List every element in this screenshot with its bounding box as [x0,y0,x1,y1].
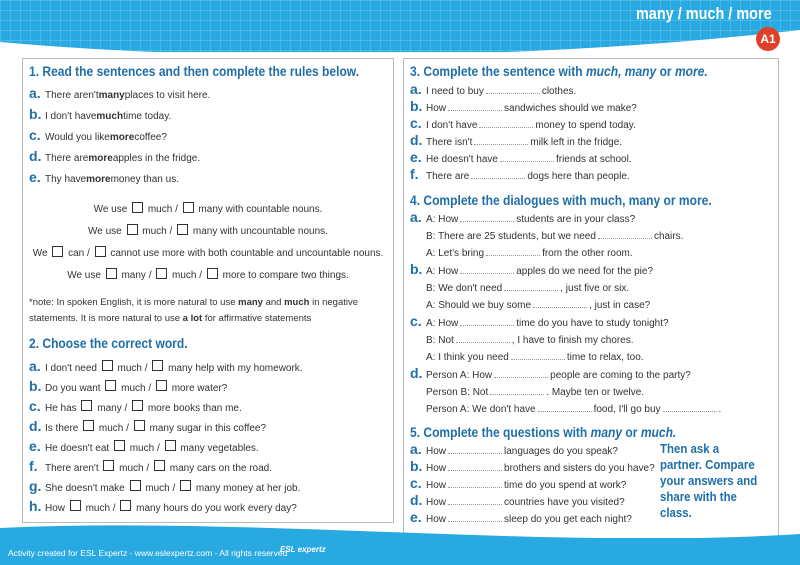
text: many / [94,403,131,414]
choice-checkbox[interactable] [83,420,94,431]
fill-item [410,81,637,98]
text: more books than me. [145,403,242,414]
text: many / [118,270,155,281]
text: Would you like [45,132,110,143]
dialogue-line [410,401,721,418]
dialogue-line [410,332,721,349]
text: Do you want [45,383,104,394]
question-item [410,441,655,458]
section-4-heading: 4. Complete the dialogues with much, many or more. [410,192,712,208]
dialogue [410,367,721,418]
text: coffee? [134,132,167,143]
text: much / [145,204,181,215]
dialogue-line [410,367,721,384]
text: much / [139,226,176,237]
text: He has [45,403,80,414]
text: A: I think you need [426,352,509,363]
sentence-item [29,167,210,188]
text: many with countable nouns. [195,204,323,215]
text: much / [116,463,152,474]
text: We use [88,226,125,237]
choice-checkbox[interactable] [134,420,145,431]
dialogue-line [410,228,721,245]
item-letter: d. [410,132,423,148]
choice-item [29,476,303,496]
dialogue [410,315,721,366]
keyword: more [86,174,111,185]
answer-blank [471,171,525,179]
text: much / [82,503,119,514]
footer-logo: ESL expertz [280,545,326,554]
text: , I have to finish my chores. [511,335,634,346]
text: milk left in the fridge. [530,137,623,148]
text: We [32,248,51,259]
text: How [426,463,447,474]
choice-item [29,356,303,376]
keyword: more [109,132,135,143]
item-letter: d. [29,148,42,164]
section-5-heading: 5. Complete the questions with many or much. [410,424,677,440]
item-letter: d. [29,418,42,434]
text: Person B: Not [426,387,489,398]
text: brothers and sisters do you have? [504,463,655,474]
text: There isn't [426,137,473,148]
rule-checkbox[interactable] [156,268,167,279]
dialogue-line [410,349,721,366]
text: from the other room. [542,248,633,259]
text: food, I'll go buy [593,404,661,415]
text: many vegetables. [177,443,259,454]
item-letter: c. [29,127,41,143]
item-letter: f. [410,166,419,182]
rule-checkbox[interactable] [183,202,194,213]
text: There aren't [45,463,102,474]
item-letter: b. [29,106,42,122]
item-letter: a. [410,209,422,225]
text: . Maybe ten or twelve. [546,387,645,398]
item-letter: d. [410,492,423,508]
answer-blank [460,214,514,222]
answer-blank [490,387,544,395]
text: many sugar in this coffee? [146,423,267,434]
text: much / [118,383,154,394]
choice-checkbox[interactable] [152,360,163,371]
rule-checkbox[interactable] [207,268,218,279]
partner-instructions: Then ask a partner. Compare your answers and share with the class. [660,441,758,520]
item-letter: g. [29,478,42,494]
text: How [426,103,447,114]
fill-item [410,98,637,115]
item-letter: a. [29,358,41,374]
text: countries have you visited? [504,497,625,508]
answer-blank [448,446,502,454]
text: A: How [426,266,459,277]
text: I don't have [426,120,478,131]
section-4-dialogues [410,211,721,419]
section-2-items [29,356,303,516]
dialogue-line [410,263,721,280]
choice-checkbox[interactable] [105,380,116,391]
dialogue-line [410,245,721,262]
rule-checkbox[interactable] [106,268,117,279]
answer-blank [598,231,652,239]
text: sandwiches should we make? [504,103,637,114]
section-1-note: *note: In spoken English, it is more natural to use many and much in negative statements. It is more natural to use a lot for affirmative statements [29,297,359,324]
dialogue [410,263,721,314]
item-letter: b. [29,378,42,394]
item-letter: c. [410,115,422,131]
answer-blank [448,103,502,111]
text: How [426,497,447,508]
text: time today. [123,111,172,122]
section-1-rules [23,199,393,287]
text: Person A: We don't have [426,404,536,415]
item-letter: b. [410,98,423,114]
answer-blank [460,266,514,274]
text: time do you spend at work? [504,480,627,491]
text: Thy have [45,174,87,185]
text: more to compare two things. [219,270,349,281]
text: B: There are 25 students, but we need [426,231,596,242]
text: A: How [426,214,459,225]
choice-item [29,376,303,396]
section-1-heading: 1. Read the sentences and then complete the rules below. [29,63,360,79]
text: We use [93,204,131,215]
dialogue [410,211,721,262]
sentence-item [29,125,210,146]
text: clothes. [541,86,577,97]
answer-blank [511,352,565,360]
item-letter: e. [410,509,422,525]
section-5-items [410,441,655,526]
item-letter: b. [410,458,423,474]
rule-checkbox[interactable] [132,202,143,213]
text: She doesn't make [45,483,128,494]
item-letter: c. [410,475,422,491]
text: B: Not [426,335,454,346]
dialogue-line [410,211,721,228]
text: There are [45,153,89,164]
text: many money at her job. [193,483,301,494]
answer-blank [533,300,587,308]
text: How [45,503,68,514]
text: chairs. [653,231,684,242]
answer-blank [663,404,717,412]
choice-checkbox[interactable] [165,440,176,451]
item-letter: c. [29,398,41,414]
rule-line [23,221,393,243]
text: How [426,514,447,525]
sentence-item [29,146,210,167]
text: much / [96,423,132,434]
text: How [426,446,447,457]
text: B: We don't need [426,283,503,294]
text: much / [169,270,205,281]
text: A: Let's bring [426,248,485,259]
rule-checkbox[interactable] [127,224,138,235]
left-panel [22,58,394,523]
item-letter: e. [410,149,422,165]
item-letter: c. [410,313,422,329]
rule-checkbox[interactable] [52,246,63,257]
text: people are coming to the party? [550,370,691,381]
answer-blank [486,86,540,94]
item-letter: a. [29,85,41,101]
text: many hours do you work every day? [133,503,297,514]
item-letter: b. [410,261,423,277]
answer-blank [448,497,502,505]
text: apples do we need for the pie? [516,266,654,277]
choice-item [29,416,303,436]
choice-checkbox[interactable] [154,460,165,471]
text: , just five or six. [560,283,630,294]
keyword: many [98,90,125,101]
answer-blank [494,370,548,378]
item-letter: h. [29,498,42,514]
text: I need to buy [426,86,484,97]
text: There are [426,171,470,182]
text: time to relax, too. [566,352,644,363]
dialogue-line [410,384,721,401]
text: There aren't [45,90,99,101]
answer-blank [448,463,502,471]
choice-checkbox[interactable] [81,400,92,411]
text: places to visit here. [124,90,211,101]
footer-credit: Activity created for ESL Expertz - www.eslexpertz.com - All rights reserved [8,548,288,558]
dialogue-line [410,297,721,314]
text: students are in your class? [516,214,636,225]
answer-blank [460,318,514,326]
choice-item [29,496,303,516]
text: He doesn't eat [45,443,112,454]
rule-line [23,199,393,221]
dialogue-line [410,315,721,332]
choice-checkbox[interactable] [156,380,167,391]
text: cannot use more with both countable and uncountable nouns. [107,248,384,259]
text: I don't have [45,111,97,122]
choice-checkbox[interactable] [130,480,141,491]
item-letter: d. [410,365,423,381]
question-item [410,475,655,492]
choice-checkbox[interactable] [70,500,81,511]
choice-item [29,436,303,456]
choice-item [29,456,303,476]
text: He doesn't have [426,154,498,165]
section-2-heading: 2. Choose the correct word. [29,335,188,351]
choice-checkbox[interactable] [132,400,143,411]
text: much / [114,363,151,374]
choice-checkbox[interactable] [180,480,191,491]
text: more water? [168,383,228,394]
item-letter: a. [410,81,422,97]
fill-item [410,115,637,132]
text: I don't need [45,363,100,374]
fill-item [410,132,637,149]
answer-blank [479,120,533,128]
sentence-item [29,83,210,104]
answer-blank [486,248,540,256]
answer-blank [456,335,510,343]
rule-checkbox[interactable] [95,246,106,257]
text: Is there [45,423,82,434]
fill-item [410,166,637,183]
answer-blank [448,480,502,488]
rule-line [23,265,393,287]
section-3-heading: 3. Complete the sentence with much, many or more. [410,63,708,79]
text: We use [67,270,104,281]
text: , just in case? [589,300,651,311]
sentence-item [29,104,210,125]
text: many with uncountable nouns. [190,226,328,237]
text: sleep do you get each night? [504,514,632,525]
answer-blank [500,154,554,162]
rule-checkbox[interactable] [177,224,188,235]
keyword: more [88,153,113,164]
keyword: much [96,111,124,122]
text: languages do you speak? [504,446,618,457]
level-badge: A1 [756,27,780,51]
text: can / [65,248,93,259]
text: A: How [426,318,459,329]
answer-blank [474,137,528,145]
text: money to spend today. [535,120,636,131]
text: time do you have to study tonight? [516,318,669,329]
text: many help with my homework. [165,363,303,374]
text: How [426,480,447,491]
choice-checkbox[interactable] [114,440,125,451]
text: many cars on the road. [166,463,273,474]
item-letter: f. [29,458,38,474]
choice-checkbox[interactable] [102,360,113,371]
text: dogs here than people. [527,171,630,182]
text: money than us. [110,174,179,185]
choice-checkbox[interactable] [103,460,114,471]
section-3-items [410,81,637,183]
item-letter: e. [29,169,41,185]
text: much / [126,443,163,454]
section-1-sentences [29,83,210,188]
item-letter: a. [410,441,422,457]
text: A: Should we buy some [426,300,532,311]
page-title: many / much / more [636,4,772,23]
text: apples in the fridge. [112,153,201,164]
text: friends at school. [555,154,632,165]
text: Person A: How [426,370,493,381]
text: much / [142,483,179,494]
text: . [718,404,722,415]
answer-blank [538,404,592,412]
dialogue-line [410,280,721,297]
answer-blank [504,283,558,291]
item-letter: e. [29,438,41,454]
question-item [410,458,655,475]
rule-line [23,243,393,265]
fill-item [410,149,637,166]
choice-item [29,396,303,416]
choice-checkbox[interactable] [120,500,131,511]
question-item [410,492,655,509]
